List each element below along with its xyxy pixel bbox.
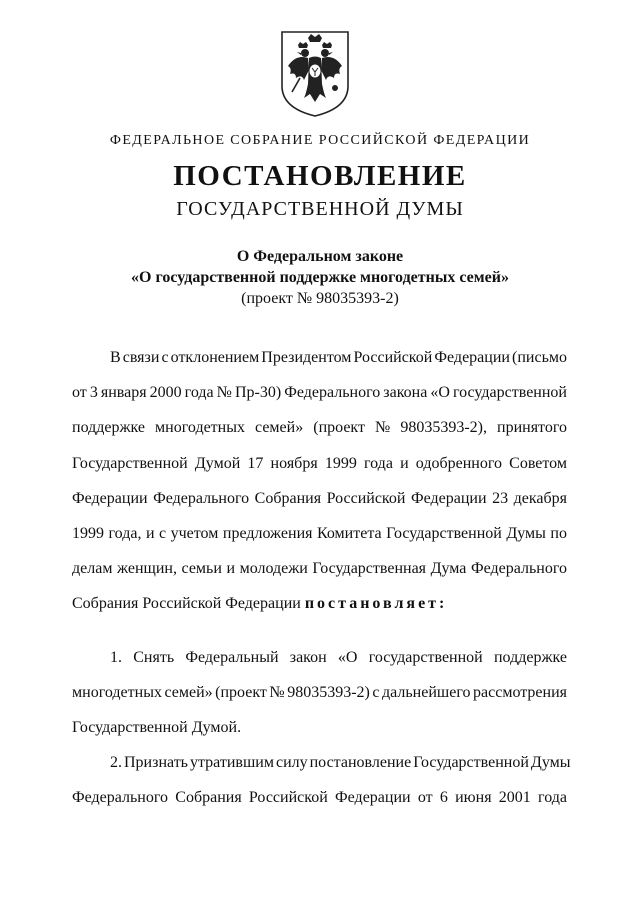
preamble-line: 1999 года, и с учетом предложения Комитета Государственной Думы по bbox=[72, 525, 567, 543]
subject-line-1: О Федеральном законе bbox=[236, 248, 404, 265]
coat-of-arms-emblem bbox=[278, 28, 352, 118]
document-subject bbox=[0, 246, 640, 309]
item-line: многодетных семей» (проект № 98035393-2) с дальнейшего рассмотрения bbox=[72, 684, 568, 702]
preamble-line: от 3 января 2000 года № Пр-30) Федерального закона «О государственной bbox=[72, 384, 567, 402]
item-line: Федерального Собрания Российской Федерации от 6 июня 2001 года bbox=[72, 789, 567, 807]
preamble-last-line bbox=[72, 586, 567, 621]
preamble-line: делам женщин, семьи и молодежи Государственная Дума Федерального bbox=[72, 560, 567, 578]
preamble-line: поддержке многодетных семей» (проект № 98035393-2), принятого bbox=[72, 419, 567, 437]
resolution-item-1 bbox=[72, 640, 567, 746]
preamble-paragraph bbox=[72, 340, 567, 622]
preamble-line: Федерации Федерального Собрания Российской Федерации 23 декабря bbox=[72, 489, 567, 507]
subject-line-3: (проект № 98035393-2) bbox=[241, 290, 399, 307]
preamble-last-line-text: Собрания Российской Федерации bbox=[72, 595, 305, 613]
item-line: Государственной Думой. bbox=[72, 719, 242, 737]
document-issuer: ГОСУДАРСТВЕННОЙ ДУМЫ bbox=[176, 198, 464, 220]
resolution-item-2 bbox=[72, 745, 571, 815]
preamble-line: Государственной Думой 17 ноября 1999 года и одобренного Советом bbox=[72, 454, 567, 472]
subject-line-2: «О государственной поддержке многодетных семей» bbox=[131, 269, 509, 286]
resolves-keyword: постановляет: bbox=[304, 595, 448, 613]
preamble-line: В связи с отклонением Президентом Российской Федерации (письмо bbox=[110, 349, 568, 366]
organization-name: ФЕДЕРАЛЬНОЕ СОБРАНИЕ РОССИЙСКОЙ ФЕДЕРАЦИИ bbox=[109, 133, 531, 148]
document-type-title: ПОСТАНОВЛЕНИЕ bbox=[173, 160, 467, 192]
item-line: 1. Снять Федеральный закон «О государственной поддержке bbox=[110, 649, 567, 666]
item-line: 2. Признать утратившим силу постановление Государственной Думы bbox=[110, 754, 571, 771]
